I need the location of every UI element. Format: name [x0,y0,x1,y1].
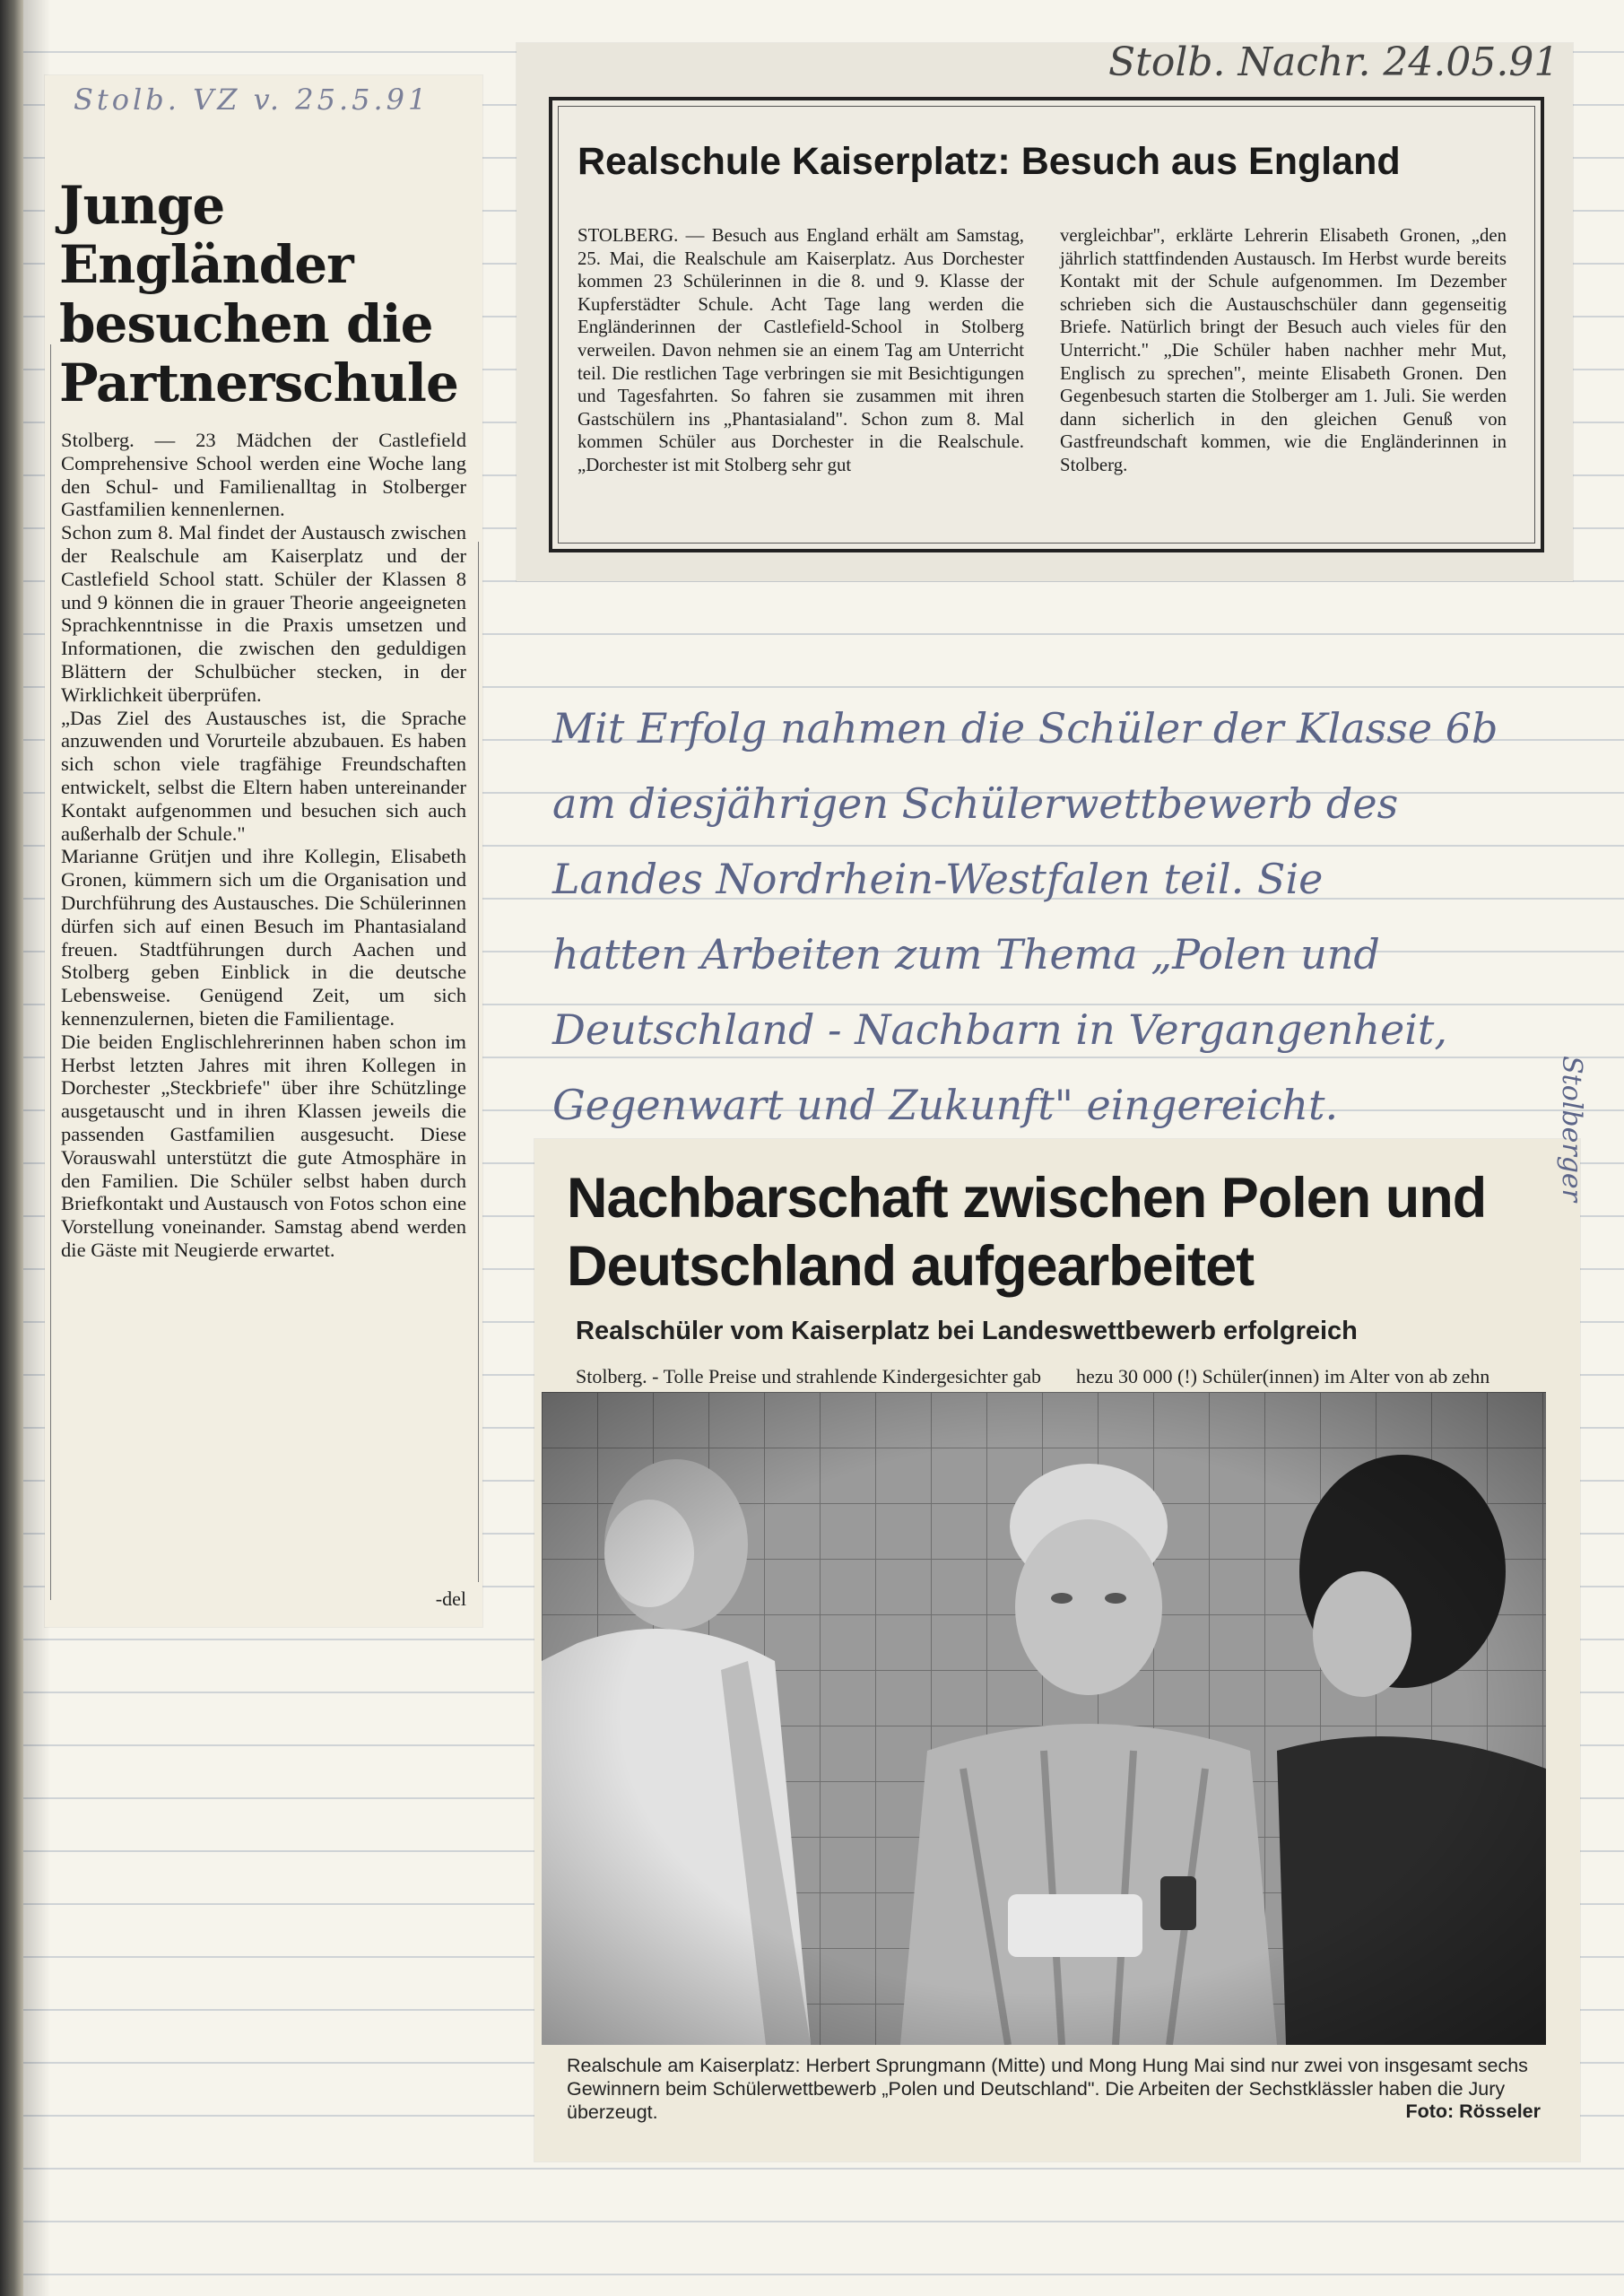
photo-caption: Realschule am Kaiserplatz: Herbert Sprungmann (Mitte) und Mong Hung Mai sind nur zwei von insgesamt sechs Gewinnern beim Schülerwettbewerb „Polen und Deutschland". Die Arbeiten der Sechstklässler haben die Jury überzeugt. [567,2055,1528,2123]
article-column-1: STOLBERG. — Besuch aus England erhält am Samstag, 25. Mai, die Realschule am Kaiserplatz. Aus Dorchester kommen 23 Schülerinnen in die 8. und 9. Klasse der Kupferstädter Schule. Acht Tage lang werden die Engländerinnen der Castlefield-School in Stolberg verweilen. Davon nehmen sie an einem Tag am Unterricht teil. Die restlichen Tage verbringen sie mit Besichtigungen und Tagesfahrten. So fahren sie zusammen mit ihren Gastschülern ins „Phantasialand". Schon zum 8. Mal kommen Schüler aus Dorchester in die Realschule. „Dorchester ist mit Stolberg sehr gut [578,225,1024,475]
article-headline: Junge Engländer besuchen die Partnerschule [59,175,458,413]
handwritten-line: hatten Arbeiten zum Thema „Polen und [552,930,1380,978]
article-headline: Nachbarschaft zwischen Polen und Deutschland aufgearbeitet [567,1167,1487,1298]
news-photo [542,1392,1546,2045]
column-rule [50,344,51,1600]
article-lead-column-1: Stolberg. - Tolle Preise und strahlende Kindergesichter gab [576,1365,1042,1387]
article-column-2: vergleichbar", erklärte Lehrerin Elisabeth Gronen, „den jährlich stattfindenden Austausch. Im Herbst wurde bereits Kontakt mit der Schule aufgenommen. Im Dezember schrieben sich die Austauschschüler dann gegenseitig Briefe. Natürlich bringt der Besuch auch vieles für den Unterricht." „Die Schüler haben nachher mehr Mut, Englisch zu sprechen", meinte Elisabeth Gronen. Den Gegenbesuch starten die Stolberger am 1. Juli. Sie werden dann sicherlich in den gleichen Genuß von Gastfreundschaft kommen, wie die Engländerinnen in Stolberg. [1060,225,1507,475]
article-frame [549,97,1544,552]
handwritten-line: Mit Erfolg nahmen die Schüler der Klasse 6b [552,704,1498,752]
article-paragraph: Marianne Grütjen und ihre Kollegin, Elisabeth Gronen, kümmern sich um die Organisation und Durchführung des Austausches. Die Schülerinnen dürfen sich auf einen Besuch im Phantasialand freuen. Stadtführungen durch Aachen und Stolberg geben Einblick in die deutsche Lebensweise. Genügend Zeit, um sich kennenzulernen, bieten die Familientage. [61,845,466,1030]
clipping-source-note: Stolb. Nachr. 24.05.91 [1108,39,1559,85]
left-newspaper-clipping [45,75,482,1627]
article-paragraph: Die beiden Englischlehrerinnen haben schon im Herbst letzten Jahres mit ihren Kollegen in Dorchester „Steckbriefe" über ihre Schützlinge ausgetauscht und in ihren Klassen jeweils die passenden Gastfamilien ausgesucht. Diese Vorauswahl unterstützt die gute Atmosphäre in den Familien. Die Schüler selbst haben durch Briefkontakt und Austausch von Fotos schon eine Vorstellung voneinander. Samstag abend werden die Gäste mit Neugierde erwartet. [61,1030,466,1261]
handwritten-note [552,691,1557,1143]
article-paragraph: Schon zum 8. Mal findet der Austausch zwischen der Realschule am Kaiserplatz und der Castlefield School statt. Schüler der Klassen 8 und 9 können die in grauer Theorie angeeigneten Sprachkenntnisse in die Praxis umsetzen und Informationen, die zwischen den geduldigen Blättern der Schulbücher stecken, in der Wirklichkeit überprüfen. [61,521,466,706]
handwritten-side-note: Stolberger [1556,1056,1587,1202]
news-photo-image [542,1392,1546,2045]
article-paragraph: „Das Ziel des Austausches ist, die Sprache anzuwenden und Vorurteile abzubauen. Es haben sich schon viele tragfähige Freundschaften entwickelt, selbst die Eltern haben untereinander Kontakt aufgenommen und besuchen sich auch außerhalb der Schule." [61,706,466,845]
column-rule [478,542,479,1582]
article-subheadline: Realschüler vom Kaiserplatz bei Landeswettbewerb erfolgreich [576,1317,1358,1345]
top-newspaper-clipping [517,39,1573,581]
article-headline: Realschule Kaiserplatz: Besuch aus England [578,140,1401,183]
photo-credit: Foto: Rösseler [1405,2100,1541,2122]
handwritten-line: Gegenwart und Zukunft" eingereicht. [552,1081,1339,1129]
clipping-source-note: Stolb. VZ v. 25.5.91 [74,83,430,117]
article-paragraph: Stolberg. — 23 Mädchen der Castlefield Comprehensive School werden eine Woche lang den Schul- und Familienalltag in Stolberger Gastfamilien kennenlernen. [61,429,466,521]
handwritten-line: Deutschland - Nachbarn in Vergangenheit, [552,1005,1448,1054]
page-binding [0,0,23,2296]
article-lead-column-2: hezu 30 000 (!) Schüler(innen) im Alter von ab zehn [1076,1365,1490,1387]
article-body [61,429,466,1262]
author-signature: -del [435,1587,466,1610]
handwritten-line: am diesjährigen Schülerwettbewerb des [552,779,1399,828]
handwritten-line: Landes Nordrhein-Westfalen teil. Sie [552,855,1324,903]
